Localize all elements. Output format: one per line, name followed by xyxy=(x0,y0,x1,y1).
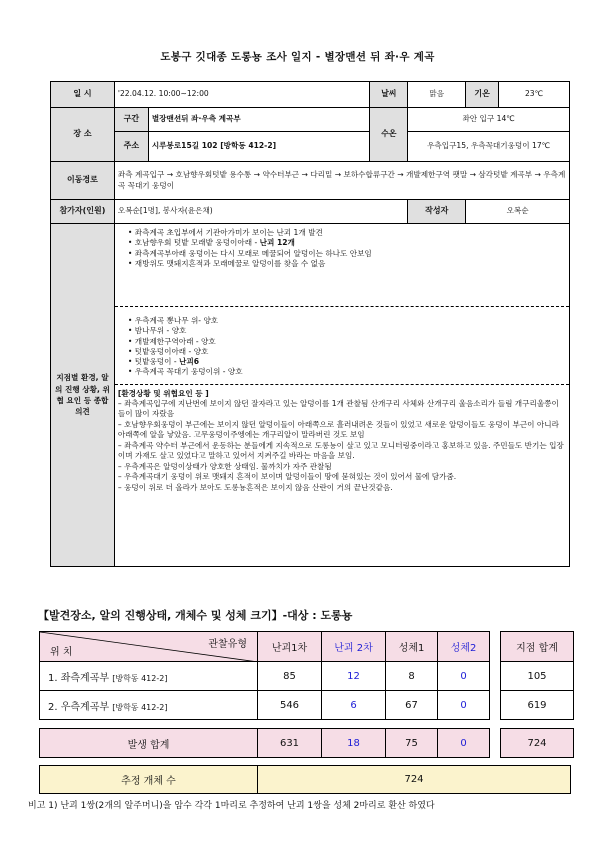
address-value: 시루봉로15길 102 [방학동 412-2] xyxy=(148,132,370,162)
env-line: – 좌측계곡입구에 지난번에 보이지 않던 잘자라고 있는 알덩이를 1개 관찰됨 산개구리 사체와 산개구리 울음소리가 들림 개구리울쯩이들이 많이 자랐음 xyxy=(117,398,559,419)
row-location: 2. 우측계곡부 [방학동 412-2] xyxy=(40,691,258,720)
estimate-label: 추정 개체 수 xyxy=(40,766,258,794)
corner-bottom: 위 치 xyxy=(50,647,73,658)
sum-label: 발생 합계 xyxy=(40,729,258,758)
environment-notes xyxy=(118,385,566,494)
left-note: • 호남향우회 텃밭 모래밭 웅덩이아래 - 난괴 12개 xyxy=(128,238,566,248)
writer-label: 작성자 xyxy=(408,200,466,224)
col-header: 성체1 xyxy=(386,632,438,662)
water-temp-2: 우측입구15, 우측꼭대기웅덩이 17℃ xyxy=(408,132,570,162)
right-note: • 텃밭웅덩이 - 난괴6 xyxy=(128,357,566,367)
place-label: 장 소 xyxy=(51,108,115,162)
cell-value: 6 xyxy=(322,691,386,720)
estimate-value: 724 xyxy=(258,766,571,794)
corner-top: 관찰유형 xyxy=(208,639,247,650)
weather-value: 맑음 xyxy=(408,82,466,108)
env-line: – 우측계곡은 알덩이상태가 양호한 상태임. 물까치가 자주 관찰됨 xyxy=(117,461,332,471)
corner-header xyxy=(40,632,258,662)
left-egg-count: 난괴 12개 xyxy=(259,238,295,248)
sum-value: 631 xyxy=(258,729,322,758)
date-label: 일 시 xyxy=(51,82,115,108)
sum-total: 724 xyxy=(501,729,574,758)
writer-value: 오복순 xyxy=(466,200,570,224)
address-label: 주소 xyxy=(114,132,148,162)
temp-value: 23℃ xyxy=(499,82,570,108)
col-header: 성체2 xyxy=(438,632,490,662)
water-temp-1: 좌안 입구 14℃ xyxy=(408,108,570,132)
col-header: 난괴 2차 xyxy=(322,632,386,662)
col-header: 지점 합계 xyxy=(501,632,574,662)
section-label: 구간 xyxy=(114,108,148,132)
cell-value: 67 xyxy=(386,691,438,720)
right-note: • 개발제한구역아래 - 양호 xyxy=(128,337,566,347)
sum-value: 18 xyxy=(322,729,386,758)
left-valley-notes xyxy=(118,224,566,296)
cell-value: 8 xyxy=(386,662,438,691)
cell-value: 0 xyxy=(438,662,490,691)
water-temp-label: 수온 xyxy=(370,108,408,162)
summary-heading: 【발견장소, 알의 진행상태, 개체수 및 성체 크기】-대상 : 도롱뇽 xyxy=(38,609,353,622)
left-note: • 재방위도 맷돼지흔적과 모래메꿀로 알덩이를 찾을 수 없음 xyxy=(128,259,566,269)
summary-table xyxy=(39,631,574,758)
cell-value: 85 xyxy=(258,662,322,691)
temp-label: 기온 xyxy=(466,82,499,108)
left-note: • 좌측계곡부아래 웅덩이는 다시 모래로 메꿀되어 알덩이는 하나도 안보임 xyxy=(128,249,566,259)
route-label: 이동경로 xyxy=(51,162,115,200)
sum-value: 0 xyxy=(438,729,490,758)
right-egg-count: 난괴6 xyxy=(179,357,199,366)
notes-label: 지점별 환경, 알의 진행 상황, 위협 요인 등 종합 의견 xyxy=(51,224,115,567)
env-line: – 좌측계곡 약수터 부근에서 운동하는 분들에게 지속적으로 도롱뇽이 살고 있고 모니터링중이라고 홍보하고 있음. 주민들도 반기는 입장이며 가재도 살고 있었다고 말하고 있어서 지켜주길 바라는 마음을 보임. xyxy=(117,440,564,461)
notes-cell xyxy=(114,224,569,567)
participants-label: 참가자(인원) xyxy=(51,200,115,224)
col-header: 난괴1차 xyxy=(258,632,322,662)
date-value: '22.04.12. 10:00~12:00 xyxy=(114,82,369,108)
row-location: 1. 좌측계곡부 [방학동 412-2] xyxy=(40,662,258,691)
row-total: 619 xyxy=(501,691,574,720)
route-value: 좌측 계곡입구 → 호남향우회텃밭 용수통 → 약수터부근 → 다리밑 → 보하수합류구간 → 개발제한구역 팻말 → 삼각텃밭 계곡부 → 우측계곡 꼭대기 웅덩이 xyxy=(114,162,569,200)
cell-value: 546 xyxy=(258,691,322,720)
page-title: 도봉구 깃대종 도롱뇽 조사 일지 - 별장맨션 뒤 좌·우 계곡 xyxy=(160,51,435,63)
cell-value: 12 xyxy=(322,662,386,691)
env-line: – 우측계곡대기 웅덩이 위로 맷돼지 흔적이 보이며 알덩이들이 땅에 묻혀있는 것이 있어서 물에 담가줌. xyxy=(117,472,457,482)
participants-value: 오복순[1명], 봉사자(윤은채) xyxy=(114,200,407,224)
env-title: [환경상황 및 위협요인 등 ] xyxy=(117,388,209,398)
footnote: 비고 1) 난괴 1쌍(2개의 알주머니)을 암수 각각 1마리로 추정하여 난괴 1쌍을 성체 2마리로 환산 하였다 xyxy=(28,801,435,811)
right-note: • 텃밭웅덩이아래 - 양호 xyxy=(128,347,566,357)
weather-label: 날씨 xyxy=(370,82,408,108)
right-note: • 우측계곡 꼭대기 웅덩이위 - 양호 xyxy=(128,367,566,377)
section-value: 별장맨션뒤 좌·우측 계곡부 xyxy=(148,108,370,132)
sum-value: 75 xyxy=(386,729,438,758)
env-line: – 웅덩이 위로 더 올라가 보아도 도롱뇽흔적은 보이지 않음 산란이 거의 끝난것같음. xyxy=(117,482,393,492)
right-note: • 우측계곡 뽕나무 위- 양호 xyxy=(128,316,566,326)
env-line: – 호남향우회웅덩이 부근에는 보이지 않던 알덩이들이 아래쪽으로 흘러내려온 것들이 있었고 새로운 알덩이들도 웅덩이 부근이 아니라 아래쪽에 알을 낳았음. 고무웅덩이주엥에는 개구리알이 말라버린 것도 보임 xyxy=(117,419,559,440)
survey-log-table xyxy=(50,81,570,567)
estimate-table xyxy=(39,765,571,794)
left-note: • 좌측계곡 초입부에서 기관아가미가 보이는 난괴 1개 발견 xyxy=(128,228,566,238)
right-valley-notes xyxy=(118,307,566,382)
cell-value: 0 xyxy=(438,691,490,720)
right-note: • 밤나무위 - 양호 xyxy=(128,326,566,336)
row-total: 105 xyxy=(501,662,574,691)
